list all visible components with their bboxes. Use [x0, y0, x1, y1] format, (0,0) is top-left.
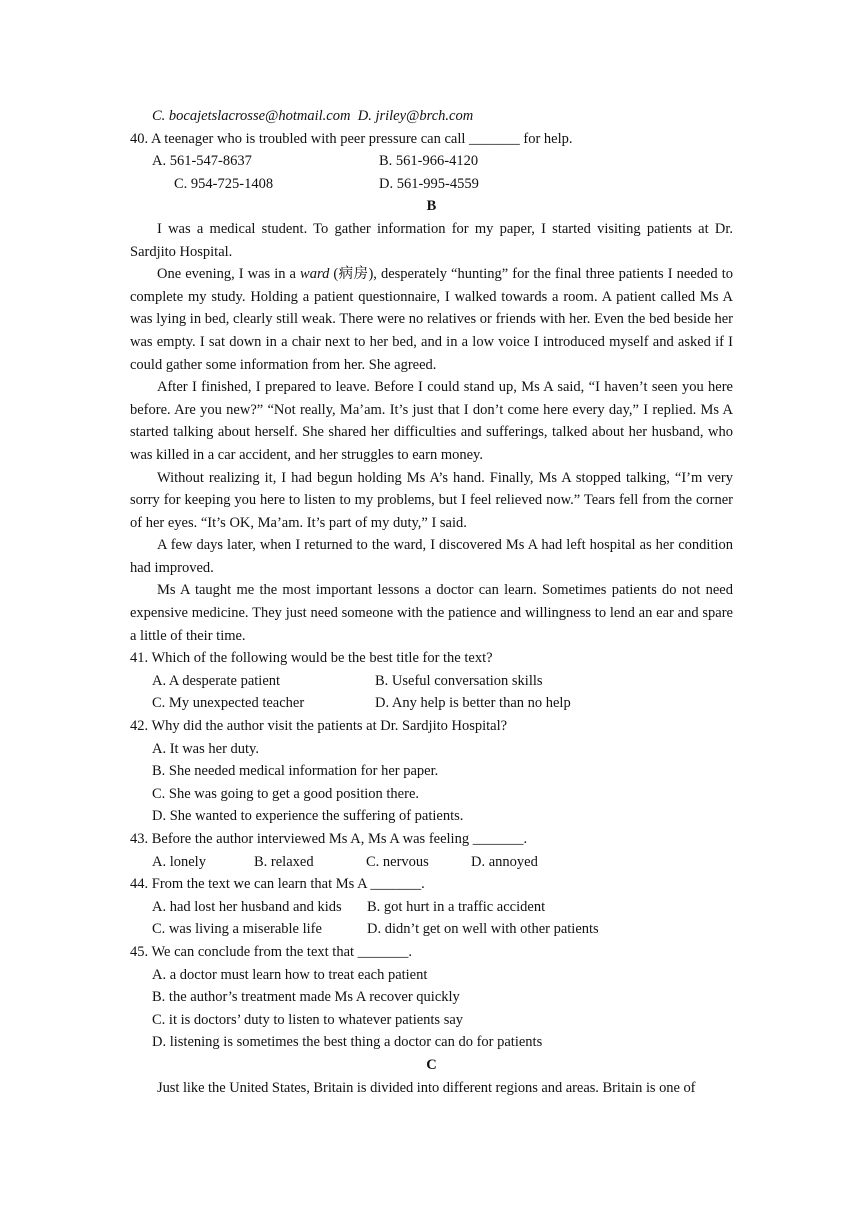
passage-c-first-line: Just like the United States, Britain is divided into different regions and areas. Britain is one of	[157, 1079, 696, 1096]
q45-option-c: C. it is doctors’ duty to listen to whatever patients say	[152, 1011, 464, 1028]
q43-options	[130, 851, 733, 874]
q43-option-d: D. annoyed	[471, 853, 538, 870]
q41-options-cd	[130, 692, 733, 715]
q44-option-d: D. didn’t get on well with other patients	[367, 921, 599, 938]
section-b-heading: B	[426, 198, 437, 215]
q43-option-a: A. lonely	[152, 853, 206, 870]
q41-stem: 41. Which of the following would be the best title for the text?	[130, 650, 493, 667]
passage-b-paragraph-3: After I finished, I prepared to leave. Before I could stand up, Ms A said, “I haven’t seen you here before. Are you new?” “Not really, Ma’am. It’s just that I don’t come here every day,” I replied. Ms A started talking about herself. She shared her difficulties and sufferings, talked about her husband, who was killed in a car accident, and her struggles to earn money.	[130, 379, 733, 463]
exam-page	[130, 105, 733, 1099]
q40-options-ab	[130, 150, 733, 173]
q44-option-c: C. was living a miserable life	[152, 921, 322, 938]
section-c-heading: C	[426, 1056, 437, 1073]
q39-option-d: D. jriley@brch.com	[357, 108, 474, 124]
q43-stem: 43. Before the author interviewed Ms A, Ms A was feeling _______.	[130, 831, 528, 847]
q42-option-c: C. She was going to get a good position there.	[152, 785, 420, 802]
q41-options-ab	[130, 670, 733, 693]
q40-option-b: B. 561-966-4120	[379, 153, 479, 170]
q45-option-d: D. listening is sometimes the best thing a doctor can do for patients	[152, 1034, 543, 1051]
q42-option-a: A. It was her duty.	[152, 740, 259, 757]
q43-option-c: C. nervous	[366, 853, 429, 870]
q42-stem: 42. Why did the author visit the patients at Dr. Sardjito Hospital?	[130, 718, 508, 735]
passage-b-paragraph-2: One evening, I was in a ward (病房), desperately “hunting” for the final three patients I needed to complete my study. Holding a patient questionnaire, I walked towards a room. A patient called Ms A was lying in bed, clearly still weak. There were no relatives or friends with her. Even the bed beside her was empty. I sat down in a chair next to her bed, and in a low voice I introduced myself and asked if I could gather some information from her. She agreed.	[130, 266, 733, 373]
ward-term: ward	[300, 266, 330, 283]
q40-option-a: A. 561-547-8637	[152, 153, 252, 170]
q44-option-a: A. had lost her husband and kids	[152, 898, 342, 915]
q42-option-d: D. She wanted to experience the suffering of patients.	[152, 808, 464, 825]
passage-b-paragraph-5: A few days later, when I returned to the ward, I discovered Ms A had left hospital as her condition had improved.	[130, 537, 733, 576]
q44-option-b: B. got hurt in a traffic accident	[367, 898, 546, 915]
passage-b-paragraph-1: I was a medical student. To gather information for my paper, I started visiting patients at Dr. Sardjito Hospital.	[130, 220, 733, 260]
passage-b-paragraph-4: Without realizing it, I had begun holding Ms A’s hand. Finally, Ms A stopped talking, “I’m very sorry for keeping you here to listen to my problems, but I feel relieved now.” Tears fell from the corner of her eyes. “It’s OK, Ma’am. It’s part of my duty,” I said.	[130, 469, 733, 531]
q40-stem: 40. A teenager who is troubled with peer pressure can call _______ for help.	[130, 130, 573, 147]
q45-option-b: B. the author’s treatment made Ms A recover quickly	[152, 989, 460, 1006]
q44-options-cd	[130, 918, 733, 941]
q44-stem: 44. From the text we can learn that Ms A _______.	[130, 876, 425, 893]
q45-option-a: A. a doctor must learn how to treat each patient	[152, 966, 428, 983]
q42-option-b: B. She needed medical information for her paper.	[152, 763, 439, 780]
q44-options-ab	[130, 896, 733, 919]
q40-option-d: D. 561-995-4559	[379, 175, 479, 192]
q40-option-c: C. 954-725-1408	[174, 175, 274, 192]
q45-stem: 45. We can conclude from the text that _______.	[130, 943, 413, 960]
q41-option-b: B. Useful conversation skills	[375, 672, 543, 689]
q41-option-a: A. A desperate patient	[152, 672, 281, 689]
q43-option-b: B. relaxed	[254, 853, 314, 870]
passage-b-paragraph-6: Ms A taught me the most important lessons a doctor can learn. Sometimes patients do not need expensive medicine. They just need someone with the patience and willingness to lend an ear and spare a little of their time.	[130, 582, 733, 644]
q39-option-c: C. bocajetslacrosse@hotmail.com	[152, 108, 351, 124]
q39-options-cd	[130, 105, 733, 128]
q40-options-cd	[130, 173, 733, 196]
q41-option-d: D. Any help is better than no help	[375, 695, 571, 712]
q41-option-c: C. My unexpected teacher	[152, 695, 305, 712]
